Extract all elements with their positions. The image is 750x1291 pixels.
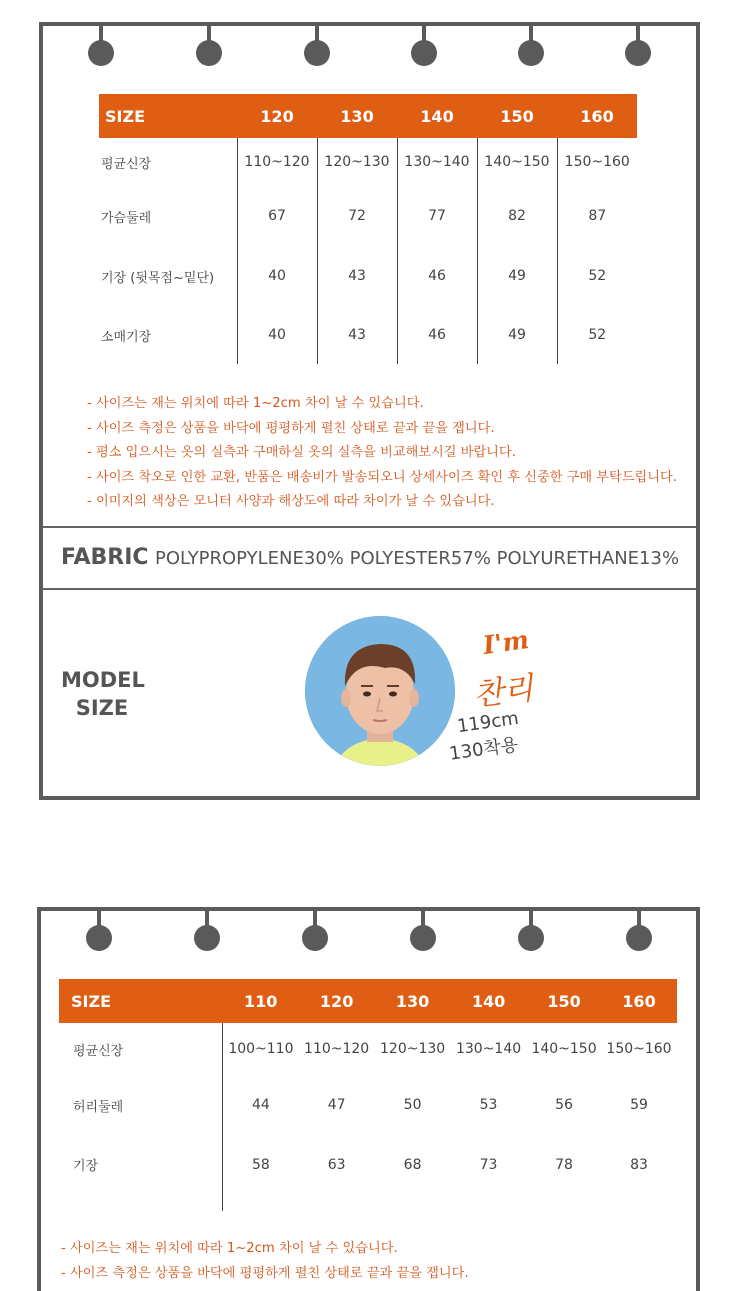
- table-cell: 40: [237, 306, 317, 364]
- binder-ring-icon: [194, 925, 220, 951]
- note-line: - 사이즈 측정은 상품을 바닥에 평평하게 펼친 상태로 끝과 끝을 잽니다.: [87, 420, 495, 436]
- binder-ring-icon: [518, 40, 544, 66]
- table-cell: 43: [317, 306, 397, 364]
- table-cell: 67: [237, 186, 317, 246]
- table-cell: 130~140: [455, 1041, 522, 1057]
- model-title-line: MODEL: [61, 668, 145, 692]
- table-cell: 56: [555, 1097, 573, 1113]
- size-header: 130: [375, 979, 451, 1023]
- row-label: 기장: [73, 1159, 99, 1174]
- binder-ring-icon: [410, 925, 436, 951]
- table-row: [59, 1135, 677, 1211]
- table-row: [99, 186, 637, 246]
- table-cell: 46: [397, 246, 477, 306]
- table-cell: 44: [223, 1075, 299, 1135]
- row-label: 허리둘레: [73, 1099, 124, 1115]
- model-wearing-size: 130착용: [448, 734, 520, 765]
- model-tagline: I'm: [481, 624, 531, 661]
- table-cell: 120~130: [380, 1041, 446, 1057]
- note-line: - 사이즈는 재는 위치에 따라 1~2cm 차이 날 수 있습니다.: [87, 396, 424, 411]
- table-cell: 110~120: [237, 138, 317, 186]
- table-cell: 49: [477, 246, 557, 306]
- table-row: [59, 1075, 677, 1135]
- row-label: 기장 (뒷목점~밑단): [101, 270, 215, 286]
- binder-ring-icon: [625, 40, 651, 66]
- table-header-row: [59, 979, 677, 1023]
- binder-ring-icon: [518, 925, 544, 951]
- header-size-label: SIZE: [59, 979, 223, 1023]
- note-line: - 사이즈는 재는 위치에 따라 1~2cm 차이 날 수 있습니다.: [61, 1241, 398, 1256]
- table-cell: 130~140: [397, 138, 477, 186]
- size-header: 160: [557, 94, 637, 138]
- row-label: 평균신장: [73, 1043, 124, 1059]
- size-header: 120: [237, 94, 317, 138]
- table-cell: 140~150: [531, 1041, 597, 1057]
- table-row: [99, 246, 637, 306]
- table-row: [59, 1023, 677, 1075]
- size-header: 130: [317, 94, 397, 138]
- row-label: 소매기장: [101, 329, 152, 345]
- note-line: - 평소 입으시는 옷의 실측과 구매하실 옷의 실측을 비교해보시길 바랍니다.: [87, 445, 516, 460]
- model-photo: [305, 616, 455, 766]
- size-header: 140: [451, 979, 527, 1023]
- note-line: - 이미지의 색상은 모니터 사양과 해상도에 따라 차이가 날 수 있습니다.: [87, 494, 495, 509]
- binder-ring-icon: [88, 40, 114, 66]
- table-cell: 82: [477, 186, 557, 246]
- table-cell: 52: [557, 246, 637, 306]
- table-row: [99, 138, 637, 186]
- size-table: [59, 979, 677, 1211]
- note-line: - 사이즈 측정은 상품을 바닥에 평평하게 펼친 상태로 끝과 끝을 잽니다.: [61, 1265, 469, 1281]
- size-header: 110: [223, 979, 299, 1023]
- size-header: 120: [299, 979, 375, 1023]
- table-cell: 46: [397, 306, 477, 364]
- table-cell: 68: [403, 1157, 422, 1173]
- binder-ring-icon: [304, 40, 330, 66]
- size-chart-card-top: [39, 22, 700, 800]
- binder-ring-icon: [411, 40, 437, 66]
- table-row: [99, 306, 637, 364]
- table-cell: 53: [479, 1097, 498, 1113]
- table-cell: 77: [397, 186, 477, 246]
- row-label: 가슴둘레: [101, 210, 152, 226]
- table-cell: 40: [237, 246, 317, 306]
- size-header: 140: [397, 94, 477, 138]
- table-cell: 100~110: [223, 1023, 299, 1075]
- table-cell: 43: [317, 246, 397, 306]
- binder-ring-icon: [196, 40, 222, 66]
- table-cell: 50: [403, 1097, 422, 1113]
- table-cell: 73: [479, 1157, 498, 1173]
- binder-ring-icon: [302, 925, 328, 951]
- size-header: 150: [477, 94, 557, 138]
- binder-ring-icon: [86, 925, 112, 951]
- table-cell: 47: [327, 1097, 346, 1113]
- table-cell: 150~160: [557, 138, 637, 186]
- table-cell: 120~130: [317, 138, 397, 186]
- note-line: - 사이즈 착오로 인한 교환, 반품은 배송비가 발송되오니 상세사이즈 확인 후 신중한 구매 부탁드립니다.: [87, 469, 677, 485]
- size-notes: [87, 392, 677, 515]
- table-cell: 87: [557, 186, 637, 246]
- table-cell: 78: [555, 1157, 573, 1173]
- fabric-composition: POLYPROPYLENE30% POLYESTER57% POLYURETHANE13%: [155, 548, 680, 569]
- size-header: 160: [602, 979, 677, 1023]
- fabric-title: FABRIC: [61, 545, 149, 570]
- model-size-title: [61, 666, 143, 722]
- section-divider: [43, 526, 696, 528]
- size-chart-card-bottom: [37, 907, 700, 1291]
- section-divider: [43, 588, 696, 590]
- child-portrait-image: [305, 616, 455, 766]
- model-name: 찬리: [471, 670, 536, 714]
- binder-ring-icon: [626, 925, 652, 951]
- table-cell: 63: [327, 1157, 346, 1173]
- model-title-line: SIZE: [75, 696, 129, 720]
- size-notes: [61, 1237, 469, 1286]
- model-height: 119cm: [455, 707, 520, 738]
- table-cell: 52: [557, 306, 637, 364]
- table-cell: 150~160: [606, 1041, 672, 1057]
- table-header-row: [99, 94, 637, 138]
- table-cell: 140~150: [477, 138, 557, 186]
- table-cell: 83: [630, 1157, 648, 1173]
- size-table: [99, 94, 637, 364]
- table-cell: 59: [630, 1097, 648, 1113]
- table-cell: 49: [477, 306, 557, 364]
- row-label: 평균신장: [101, 156, 152, 172]
- table-cell: 58: [223, 1135, 299, 1211]
- size-header: 150: [527, 979, 602, 1023]
- table-cell: 72: [317, 186, 397, 246]
- header-size-label: SIZE: [99, 94, 237, 138]
- table-cell: 110~120: [304, 1041, 370, 1057]
